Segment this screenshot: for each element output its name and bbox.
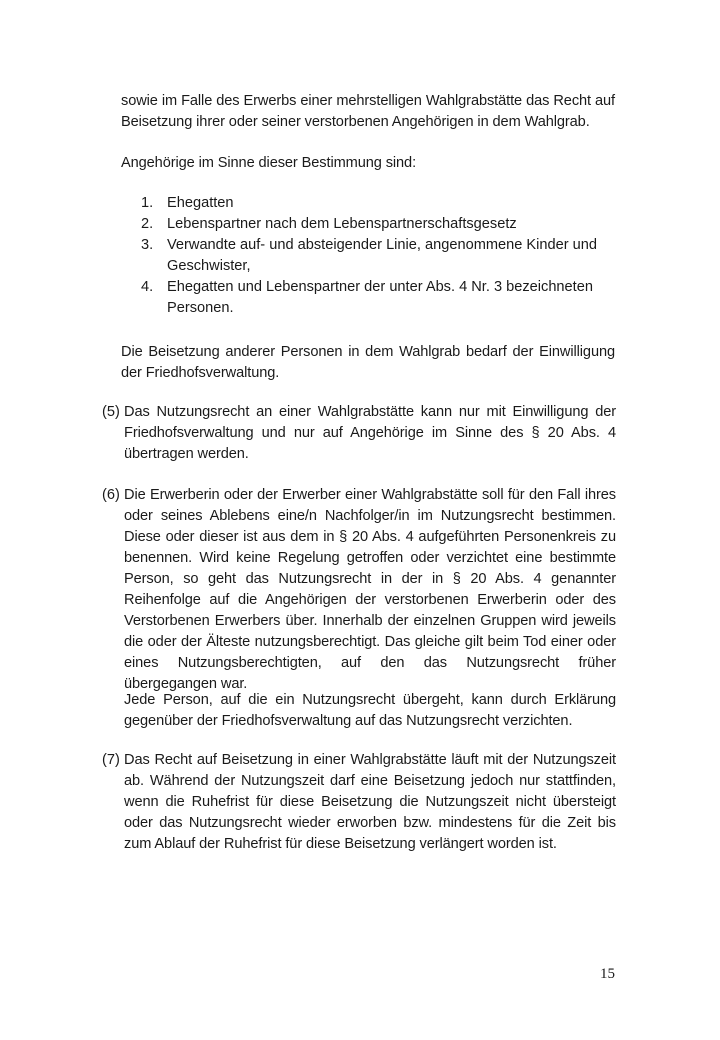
list-item-text: Ehegatten bbox=[167, 195, 234, 211]
list-item bbox=[141, 277, 601, 319]
section-number: (5) bbox=[102, 404, 120, 420]
list-item-number: 2. bbox=[141, 216, 154, 232]
list-item-text: Verwandte auf- und absteigender Linie, angenommene Kinder und Geschwister, bbox=[167, 237, 598, 274]
list-item bbox=[141, 193, 601, 214]
section-text: Die Erwerberin oder der Erwerber einer Wahlgrabstätte soll für den Fall ihres oder seines Ablebens eine/n Nachfolger/in im Nutzungsrecht bestimmen. Diese oder dieser ist aus dem in § 20 Abs. 4 aufgeführten Personenkreis zu benennen. Wird keine Regelung getroffen oder verzichtet eine bestimmte Person, so geht das Nutzungsrecht in der in § 20 Abs. 4 genannter Reihenfolge auf die Angehörigen der verstorbenen Erwerberin oder des Verstorbenen Erwerbers über. Innerhalb der einzelnen Gruppen wird jeweils die oder der Älteste nutzungsberechtigt. Das gleiche gilt beim Tod einer oder eines Nutzungsberechtigten, auf den das Nutzungsrecht früher übergegangen war. bbox=[124, 487, 616, 692]
definition-heading: Angehörige im Sinne dieser Bestimmung sind: bbox=[121, 155, 417, 171]
relatives-list bbox=[141, 193, 601, 319]
section-text: Das Nutzungsrecht an einer Wahlgrabstätte kann nur mit Einwilligung der Friedhofsverwaltung und nur auf Angehörige im Sinne des § 20 Abs. 4 übertragen werden. bbox=[124, 404, 616, 462]
section-text: Das Recht auf Beisetzung in einer Wahlgrabstätte läuft mit der Nutzungszeit ab. Während der Nutzungszeit darf eine Beisetzung jedoch nur stattfinden, wenn die Ruhefrist für diese Beisetzung die Nutzungszeit nicht übersteigt oder das Nutzungsrecht wieder erworben bzw. mindestens für die Zeit bis zum Ablauf der Ruhefrist für diese Beisetzung verlängert worden ist. bbox=[124, 752, 616, 852]
list-item-number: 1. bbox=[141, 195, 154, 211]
list-item-number: 3. bbox=[141, 237, 154, 253]
list-item bbox=[141, 214, 601, 235]
section-7 bbox=[102, 750, 616, 855]
list-item-text: Lebenspartner nach dem Lebenspartnerschaftsgesetz bbox=[167, 216, 517, 232]
section-6 bbox=[102, 485, 616, 695]
beisetzung-paragraph: Die Beisetzung anderer Personen in dem Wahlgrab bedarf der Einwilligung der Friedhofsverwaltung. bbox=[121, 344, 615, 381]
section-number: (7) bbox=[102, 752, 120, 768]
page-number: 15 bbox=[600, 966, 615, 982]
waiver-paragraph: Jede Person, auf die ein Nutzungsrecht übergeht, kann durch Erklärung gegenüber der Friedhofsverwaltung auf das Nutzungsrecht verzichten. bbox=[124, 692, 616, 729]
section-5 bbox=[102, 402, 616, 465]
section-number: (6) bbox=[102, 487, 120, 503]
list-item bbox=[141, 235, 601, 277]
list-item-text: Ehegatten und Lebenspartner der unter Abs. 4 Nr. 3 bezeichneten Personen. bbox=[167, 279, 593, 316]
intro-paragraph: sowie im Falle des Erwerbs einer mehrstelligen Wahlgrabstätte das Recht auf Beisetzung ihrer oder seiner verstorbenen Angehörigen in dem Wahlgrab. bbox=[121, 93, 615, 130]
list-item-number: 4. bbox=[141, 279, 154, 295]
